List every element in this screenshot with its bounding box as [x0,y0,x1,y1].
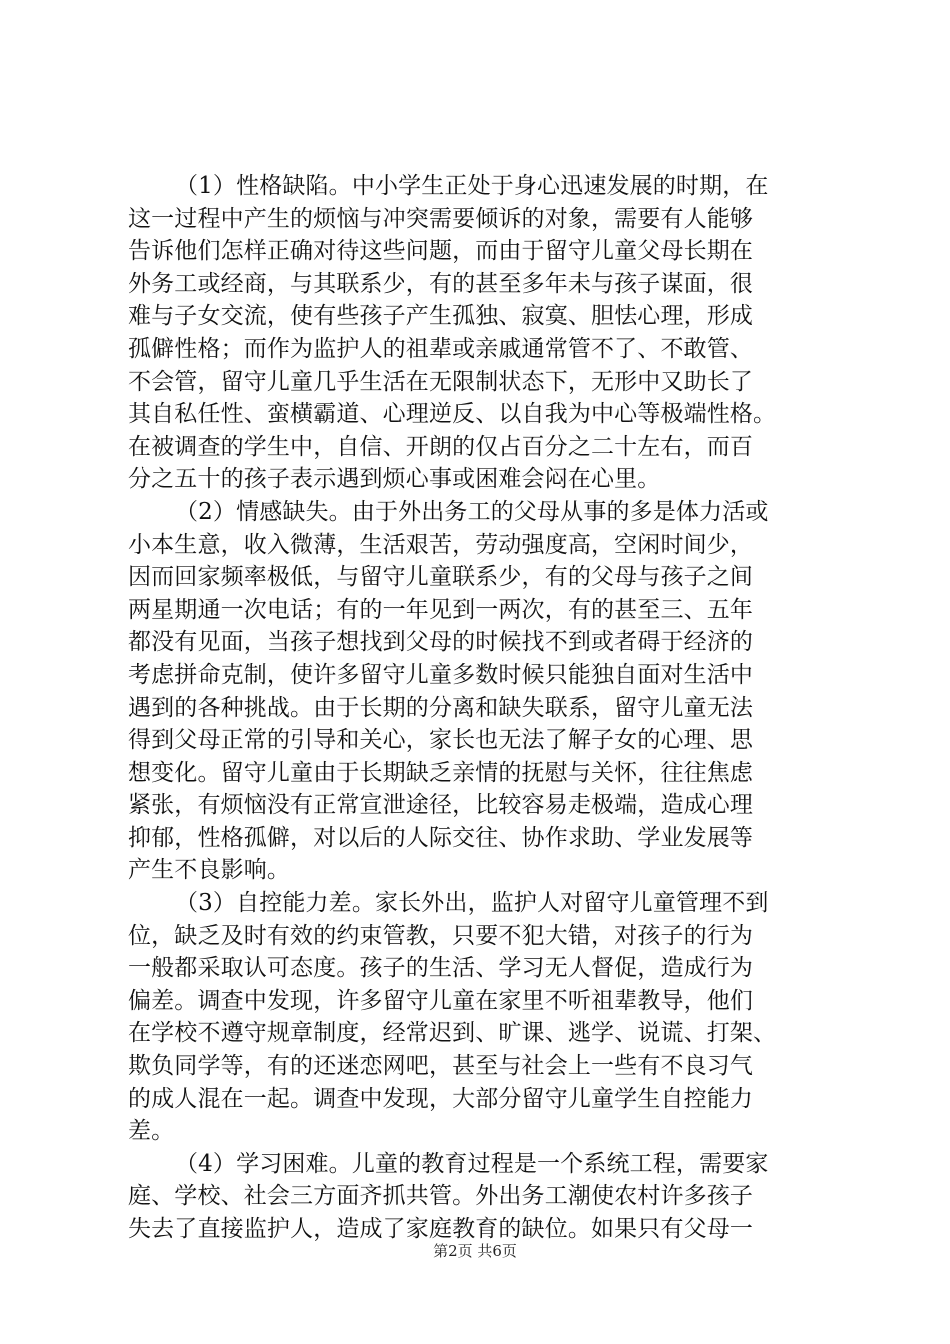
text-line: 外务工或经商，与其联系少，有的甚至多年未与孩子谋面，很 [128,270,754,297]
text-line: 一般都采取认可态度。孩子的生活、学习无人督促，造成行为 [128,955,754,982]
text-line: （2）情感缺失。由于外出务工的父母从事的多是体力活或 [175,498,769,525]
text-line: 孤僻性格；而作为监护人的祖辈或亲戚通常管不了、不敢管、 [128,335,754,362]
text-line: 两星期通一次电话；有的一年见到一两次，有的甚至三、五年 [128,596,754,623]
text-line: 分之五十的孩子表示遇到烦心事或困难会闷在心里。 [128,466,661,493]
paragraph-personality-defects [128,170,833,496]
text-line: 位，缺乏及时有效的约束管教，只要不犯大错，对孩子的行为 [128,922,754,949]
text-line: 欺负同学等，有的还迷恋网吧，甚至与社会上一些有不良习气 [128,1053,754,1080]
text-line: 遇到的各种挑战。由于长期的分离和缺失联系，留守儿童无法 [128,694,754,721]
text-line: （1）性格缺陷。中小学生正处于身心迅速发展的时期，在 [175,173,769,199]
page-number-footer: 第2页 共6页 [433,1242,517,1260]
text-line: 庭、学校、社会三方面齐抓共管。外出务工潮使农村许多孩子 [128,1183,754,1210]
text-line: （4）学习困难。儿童的教育过程是一个系统工程，需要家 [175,1150,769,1177]
text-line: 产生不良影响。 [128,857,291,884]
text-line: 的成人混在一起。调查中发现，大部分留守儿童学生自控能力 [128,1085,754,1112]
text-line: 考虑拼命克制，使许多留守儿童多数时候只能独自面对生活中 [128,661,754,688]
text-line: （3）自控能力差。家长外出，监护人对留守儿童管理不到 [175,890,769,917]
text-line: 其自私任性、蛮横霸道、心理逆反、以自我为中心等极端性格。 [128,401,777,428]
text-line: 失去了直接监护人，造成了家庭教育的缺位。如果只有父母一 [128,1216,754,1242]
paragraph-learning-difficulties [128,1148,833,1246]
paragraph-poor-self-control [128,887,833,1148]
text-line: 紧张，有烦恼没有正常宣泄途径，比较容易走极端，造成心理 [128,792,754,819]
text-line: 不会管，留守儿童几乎生活在无限制状态下，无形中又助长了 [128,368,754,395]
text-line: 偏差。调查中发现，许多留守儿童在家里不听祖辈教导，他们 [128,987,754,1014]
text-line: 都没有见面，当孩子想找到父母的时候找不到或者碍于经济的 [128,629,754,656]
text-line: 差。 [128,1118,175,1145]
text-line: 抑郁，性格孤僻，对以后的人际交往、协作求助、学业发展等 [128,824,754,851]
text-line: 想变化。留守儿童由于长期缺乏亲情的抚慰与关怀，往往焦虑 [128,759,754,786]
text-line: 在学校不遵守规章制度，经常迟到、旷课、逃学、说谎、打架、 [128,1020,777,1047]
text-line: 得到父母正常的引导和关心，家长也无法了解子女的心理、思 [128,727,754,754]
text-line: 小本生意，收入微薄，生活艰苦，劳动强度高，空闲时间少， [128,531,754,558]
text-line: 难与子女交流，使有些孩子产生孤独、寂寞、胆怯心理，形成 [128,303,754,330]
document-body [128,170,833,1246]
text-line: 这一过程中产生的烦恼与冲突需要倾诉的对象，需要有人能够 [128,205,754,232]
text-line: 因而回家频率极低，与留守儿童联系少，有的父母与孩子之间 [128,564,754,591]
text-line: 告诉他们怎样正确对待这些问题，而由于留守儿童父母长期在 [128,238,754,265]
text-line: 在被调查的学生中，自信、开朗的仅占百分之二十左右，而百 [128,433,754,460]
paragraph-emotional-deficiency [128,496,833,887]
